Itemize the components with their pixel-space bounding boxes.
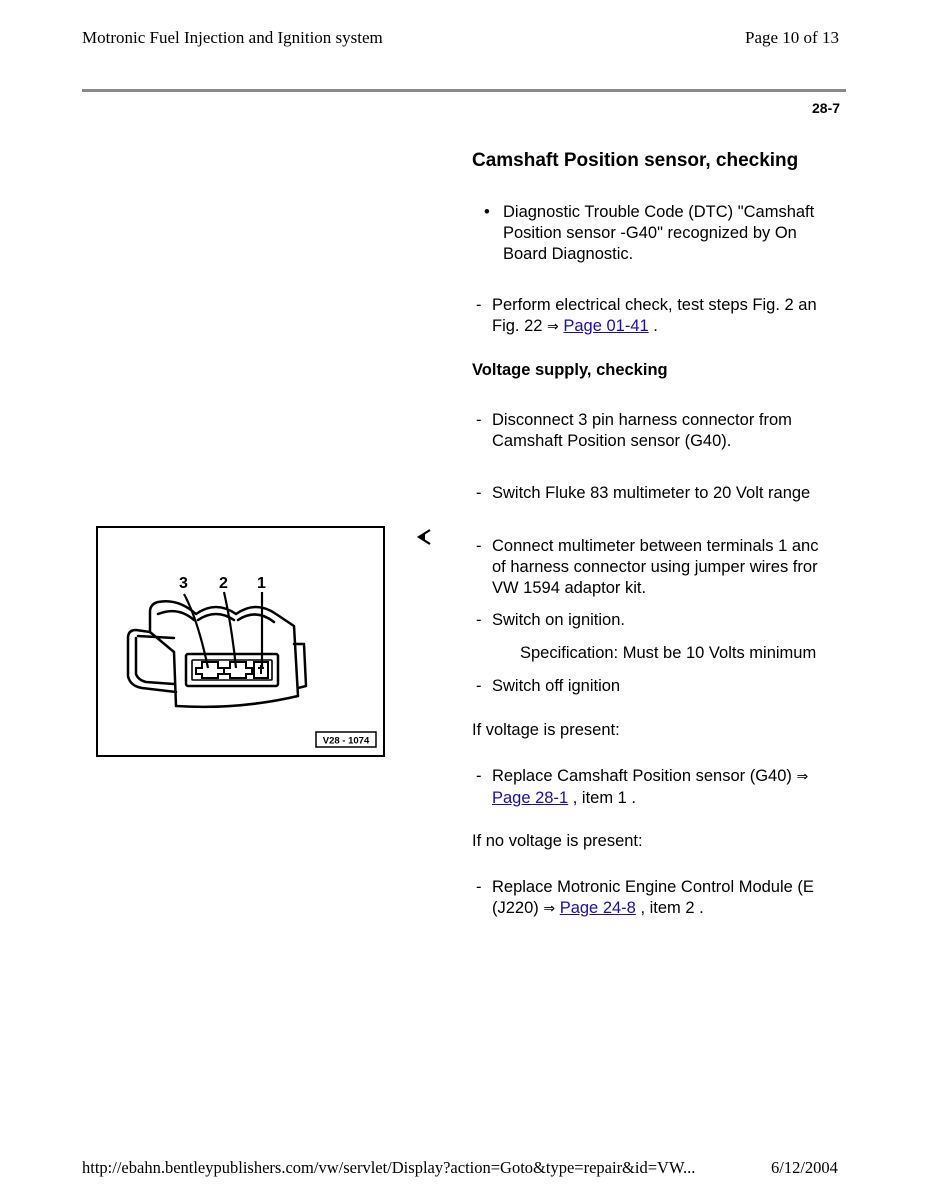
link-page-24-8[interactable]: Page 24-8	[559, 899, 636, 917]
condition-voltage-present: If voltage is present:	[472, 721, 620, 739]
step-replace-sensor	[472, 766, 846, 809]
step-line: (J220)	[492, 899, 539, 917]
terminal-label-3: 3	[179, 575, 188, 592]
bullet-marker: •	[484, 203, 490, 221]
step-switch-multimeter	[472, 483, 846, 504]
arrow-icon: ⇒	[547, 319, 559, 335]
dtc-bullet	[472, 202, 846, 265]
document-title: Motronic Fuel Injection and Ignition system	[82, 28, 383, 47]
step-line: Fig. 22	[492, 317, 543, 335]
page-title: Camshaft Position sensor, checking	[472, 150, 799, 171]
dash-marker: -	[476, 296, 482, 314]
step-ignition-off	[472, 676, 846, 697]
header-rule	[82, 89, 846, 92]
terminal-label-2: 2	[219, 575, 228, 592]
section-number: 28-7	[812, 100, 841, 116]
bullet-line: Board Diagnostic.	[503, 245, 634, 263]
specification: Specification: Must be 10 Volts minimum	[520, 644, 817, 662]
step-electrical-check	[472, 295, 846, 338]
dash-marker: -	[476, 677, 482, 695]
dash-marker: -	[476, 484, 482, 502]
bullet-line: Diagnostic Trouble Code (DTC) "Camshaft	[503, 203, 815, 221]
link-page-01-41[interactable]: Page 01-41	[563, 317, 649, 335]
arrow-icon: ⇒	[796, 769, 809, 785]
dash-marker: -	[476, 537, 482, 555]
dash-marker: -	[476, 411, 482, 429]
footer-date: 6/12/2004	[771, 1158, 838, 1177]
step-suffix: , item 1 .	[572, 789, 637, 807]
step-line: Connect multimeter between terminals 1 anc	[492, 537, 819, 555]
figure-code: V28 - 1074	[322, 735, 370, 747]
dash-marker: -	[476, 767, 482, 785]
step-line: of harness connector using jumper wires fror	[492, 558, 818, 576]
step-suffix: , item 2 .	[640, 899, 704, 917]
arrow-icon: ⇒	[543, 901, 556, 917]
step-replace-ecm	[472, 877, 846, 920]
terminal-label-1: 1	[257, 575, 266, 592]
step-line: Switch on ignition.	[492, 611, 625, 629]
step-line: Switch Fluke 83 multimeter to 20 Volt range	[492, 484, 811, 502]
step-line: Disconnect 3 pin harness connector from	[492, 411, 792, 429]
step-line: Switch off ignition	[492, 677, 621, 695]
step-line: Replace Motronic Engine Control Module (E	[492, 878, 814, 896]
step-ignition-on	[472, 610, 846, 631]
harness-connector-drawing	[98, 528, 383, 755]
step-line: Replace Camshaft Position sensor (G40)	[492, 767, 792, 785]
step-disconnect	[472, 410, 846, 452]
step-suffix: .	[653, 317, 658, 335]
dash-marker: -	[476, 611, 482, 629]
step-connect-multimeter	[472, 536, 846, 599]
footer-url: http://ebahn.bentleypublishers.com/vw/servlet/Display?action=Goto&type=repair&id=VW...	[82, 1158, 696, 1177]
page-indicator: Page 10 of 13	[745, 28, 839, 47]
step-line: Camshaft Position sensor (G40).	[492, 432, 732, 450]
figure-pointer-icon	[416, 528, 432, 551]
link-page-28-1[interactable]: Page 28-1	[492, 789, 569, 807]
connector-figure	[96, 526, 385, 757]
dash-marker: -	[476, 878, 482, 896]
step-line: VW 1594 adaptor kit.	[492, 579, 647, 597]
condition-no-voltage: If no voltage is present:	[472, 832, 643, 850]
subheading: Voltage supply, checking	[472, 361, 668, 379]
step-line: Perform electrical check, test steps Fig. 2 an	[492, 296, 817, 314]
bullet-line: Position sensor -G40" recognized by On	[503, 224, 797, 242]
